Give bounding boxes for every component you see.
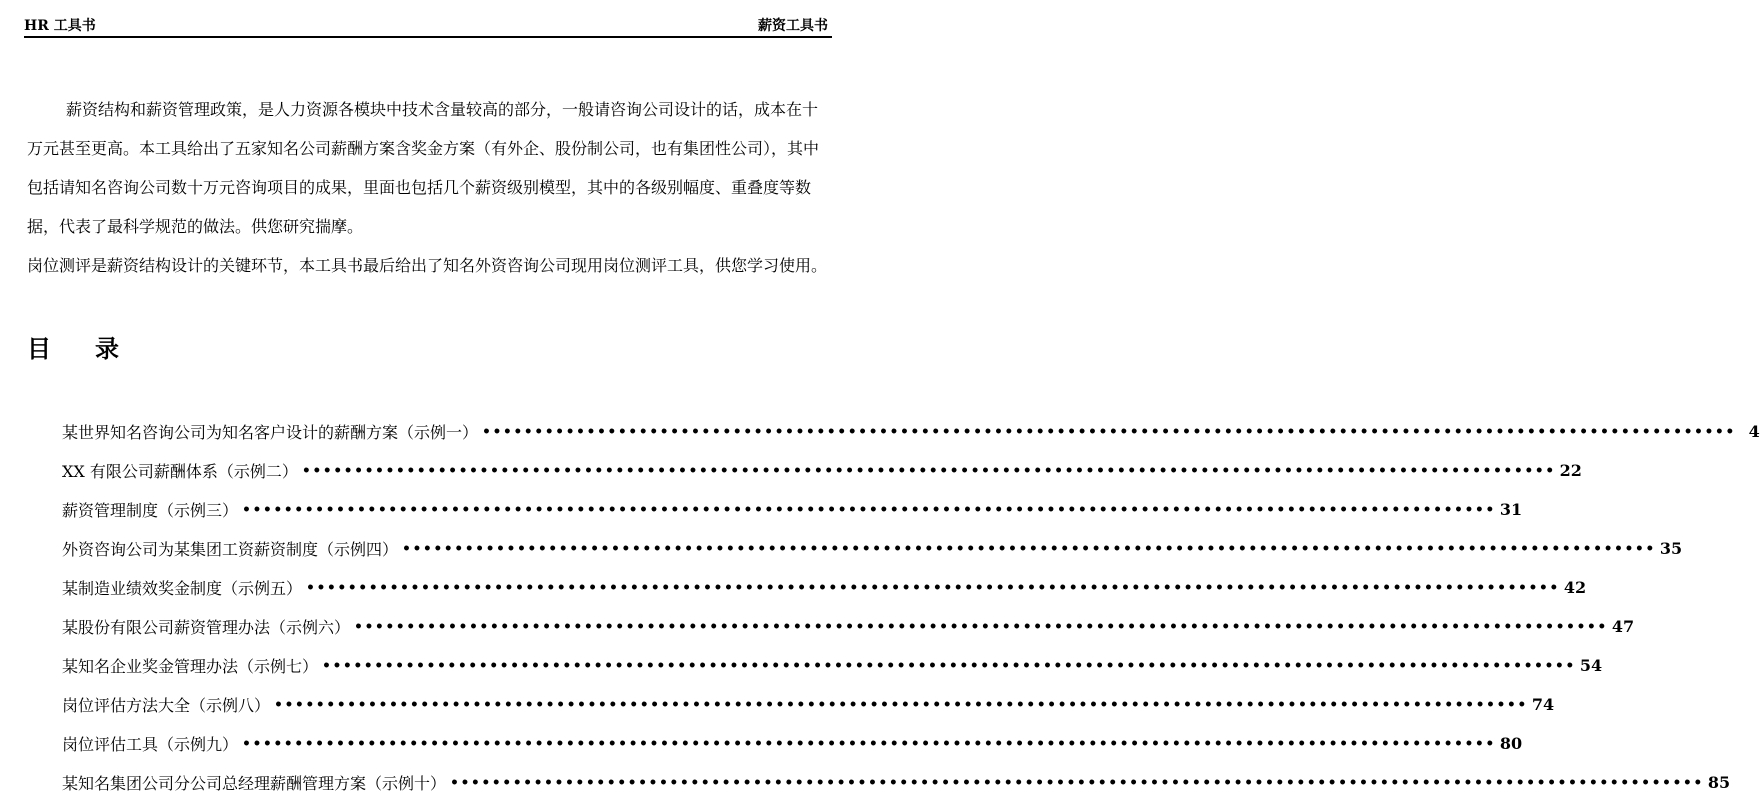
toc-entry-page: 31 — [1499, 500, 1523, 519]
toc-entry-label: 外资咨询公司为某集团工资薪资制度（示例四） — [62, 540, 399, 559]
toc-entry[interactable] — [62, 685, 1555, 724]
toc-entry-page: 80 — [1499, 734, 1523, 753]
toc-entry[interactable] — [62, 490, 1523, 529]
toc-entry-label: 岗位评估工具（示例九） — [62, 735, 239, 754]
toc-entry-page: 47 — [1611, 617, 1635, 636]
toc-entry-label: 某知名企业奖金管理办法（示例七） — [62, 657, 319, 676]
toc-entry[interactable] — [62, 646, 1603, 685]
toc-entry-page: 85 — [1707, 773, 1731, 792]
toc-leader-dots: •••••••••••••••••••••••••••••••••••••••••••••••••••••••••••••••••••••••••••••••••••••••••••••••••••••••••••••••••••••••• — [242, 501, 1496, 518]
toc-leader-dots: •••••••••••••••••••••••••••••••••••••••••••••••••••••••••••••••••••••••••••••••••••••••••••••••••••••••••••••••••••••••• — [301, 462, 1556, 479]
toc-entry-label: 薪资管理制度（示例三） — [62, 501, 239, 520]
toc-entry-page: 4 — [1748, 422, 1760, 441]
table-of-contents — [62, 412, 1760, 802]
toc-leader-dots: •••••••••••••••••••••••••••••••••••••••••••••••••••••••••••••••••••••••••••••••••••••••••••••••••••••••••••••••••••••••• — [322, 657, 1576, 674]
toc-leader-dots: •••••••••••••••••••••••••••••••••••••••••••••••••••••••••••••••••••••••••••••••••••••••••••••••••••••••••••••••••••••••• — [402, 540, 1656, 557]
toc-leader-dots: •••••••••••••••••••••••••••••••••••••••••••••••••••••••••••••••••••••••••••••••••••••••••••••••••••••••••••••••••••••••• — [482, 423, 1736, 440]
toc-entry-page: 22 — [1559, 461, 1582, 480]
intro-text — [27, 90, 832, 285]
header-left-title: HR 工具书 — [24, 18, 96, 34]
toc-entry[interactable] — [62, 412, 1760, 451]
toc-entry-label: 某制造业绩效奖金制度（示例五） — [62, 579, 303, 598]
page-header — [24, 10, 832, 38]
toc-entry-label: 某知名集团公司分公司总经理薪酬管理方案（示例十） — [62, 774, 447, 793]
toc-entry-page: 74 — [1531, 695, 1555, 714]
toc-leader-dots: •••••••••••••••••••••••••••••••••••••••••••••••••••••••••••••••••••••••••••••••••••••••••••••••••••••••••••••••••••••••• — [274, 696, 1528, 713]
toc-entry-label: 某股份有限公司薪资管理办法（示例六） — [62, 618, 351, 637]
toc-entry[interactable] — [62, 607, 1635, 646]
toc-leader-dots: •••••••••••••••••••••••••••••••••••••••••••••••••••••••••••••••••••••••••••••••••••••••••••••••••••••••••••••••••••••••• — [450, 774, 1704, 791]
toc-leader-dots: •••••••••••••••••••••••••••••••••••••••••••••••••••••••••••••••••••••••••••••••••••••••••••••••••••••••••••••••••••••••• — [242, 735, 1496, 752]
toc-heading-part-2: 录 — [95, 335, 119, 363]
toc-heading-part-1: 目 — [27, 335, 51, 363]
header-right-title: 薪资工具书 — [758, 18, 828, 34]
toc-entry[interactable] — [62, 451, 1582, 490]
intro-paragraph-1: 薪资结构和薪资管理政策，是人力资源各模块中技术含量较高的部分，一般请咨询公司设计的话，成本在十万元甚至更高。本工具给出了五家知名公司薪酬方案含奖金方案（有外企、股份制公司，也有集团性公司），其中包括请知名咨询公司数十万元咨询项目的成果，里面也包括几个薪资级别模型，其中的各级别幅度、重叠度等数据，代表了最科学规范的做法。供您研究揣摩。 — [27, 100, 820, 236]
toc-heading — [27, 329, 119, 364]
toc-entry[interactable] — [62, 568, 1587, 607]
toc-entry-label: 岗位评估方法大全（示例八） — [62, 696, 271, 715]
toc-entry-page: 35 — [1659, 539, 1683, 558]
toc-leader-dots: •••••••••••••••••••••••••••••••••••••••••••••••••••••••••••••••••••••••••••••••••••••••••••••••••••••••••••••••••••••••• — [354, 618, 1608, 635]
toc-leader-dots: •••••••••••••••••••••••••••••••••••••••••••••••••••••••••••••••••••••••••••••••••••••••••••••••••••••••••••••••••••••••• — [306, 579, 1560, 596]
toc-entry[interactable] — [62, 724, 1523, 763]
toc-entry-label: 某世界知名咨询公司为知名客户设计的薪酬方案（示例一） — [62, 423, 479, 442]
intro-paragraph-2: 岗位测评是薪资结构设计的关键环节，本工具书最后给出了知名外资咨询公司现用岗位测评工具，供您学习使用。 — [27, 256, 828, 275]
toc-entry[interactable] — [62, 763, 1731, 802]
toc-entry-page: 54 — [1579, 656, 1603, 675]
toc-entry[interactable] — [62, 529, 1683, 568]
toc-entry-label: XX 有限公司薪酬体系（示例二） — [62, 462, 298, 481]
toc-entry-page: 42 — [1563, 578, 1587, 597]
